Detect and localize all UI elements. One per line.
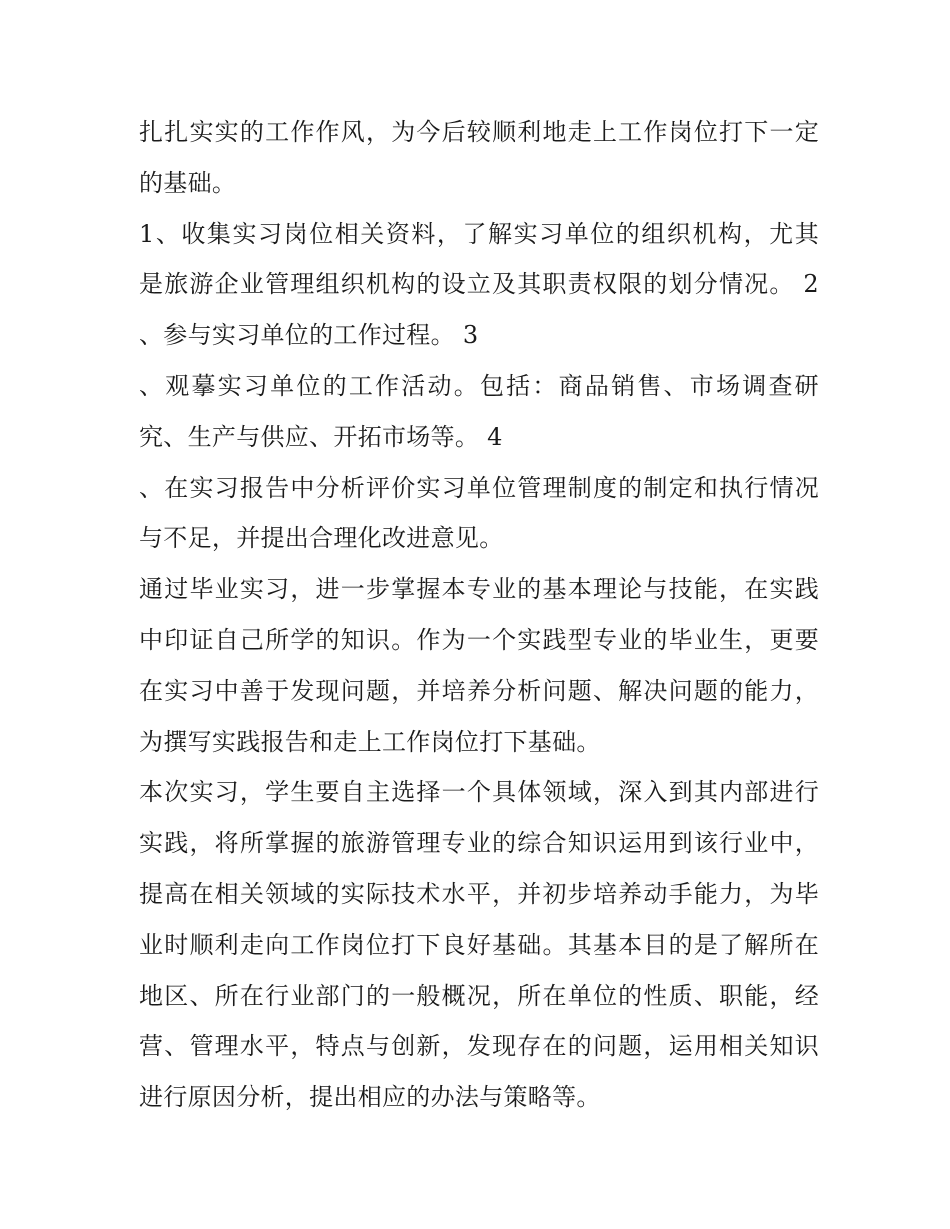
text-line: 业时顺利走向工作岗位打下良好基础。其基本目的是了解所在 xyxy=(139,930,819,959)
text-line: 、观摹实习单位的工作活动。包括：商品销售、市场调查研 xyxy=(139,371,819,400)
text-line: 在实习中善于发现问题，并培养分析问题、解决问题的能力， xyxy=(139,676,819,705)
text-line: 为撰写实践报告和走上工作岗位打下基础。 xyxy=(139,727,601,756)
text-line: 通过毕业实习，进一步掌握本专业的基本理论与技能，在实践 xyxy=(139,575,819,604)
text-line: 与不足，并提出合理化改进意见。 xyxy=(139,524,504,553)
text-line: 本次实习，学生要自主选择一个具体领域，深入到其内部进行 xyxy=(139,778,819,807)
text-line: 地区、所在行业部门的一般概况，所在单位的性质、职能，经 xyxy=(139,981,819,1010)
text-line: 、在实习报告中分析评价实习单位管理制度的制定和执行情况 xyxy=(139,473,819,502)
text-line: 营、管理水平，特点与创新，发现存在的问题，运用相关知识 xyxy=(139,1032,819,1061)
text-line: 扎扎实实的工作作风，为今后较顺利地走上工作岗位打下一定 xyxy=(139,118,819,146)
text-line: 中印证自己所学的知识。作为一个实践型专业的毕业生，更要 xyxy=(139,625,819,654)
text-line: 提高在相关领域的实际技术水平，并初步培养动手能力，为毕 xyxy=(139,879,819,908)
text-line: 进行原因分析，提出相应的办法与策略等。 xyxy=(139,1083,601,1112)
text-line: 、参与实习单位的工作过程。 3 xyxy=(139,321,479,350)
text-line: 1、收集实习岗位相关资料，了解实习单位的组织机构，尤其 xyxy=(139,219,819,248)
text-line: 究、生产与供应、开拓市场等。 4 xyxy=(139,422,503,451)
text-line: 是旅游企业管理组织机构的设立及其职责权限的划分情况。 2 xyxy=(139,270,819,299)
text-line: 的基础。 xyxy=(139,168,237,197)
body-text xyxy=(139,107,819,1123)
text-line: 实践，将所掌握的旅游管理专业的综合知识运用到该行业中， xyxy=(139,829,819,858)
